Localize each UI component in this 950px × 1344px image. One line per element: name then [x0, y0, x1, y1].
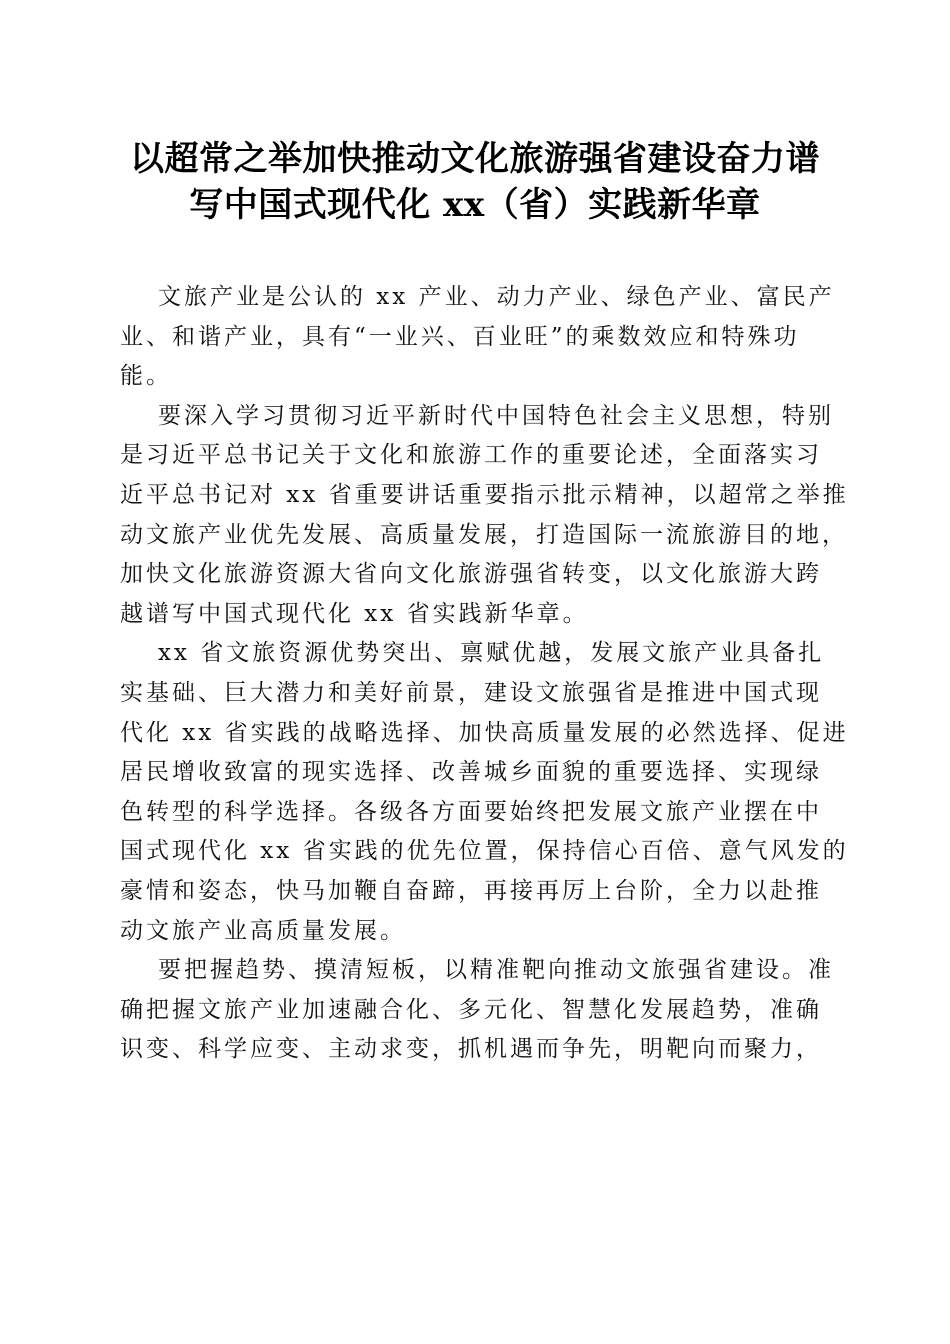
- document-title: [100, 136, 850, 228]
- text-line: 代化 xx 省实践的战略选择、加快高质量发展的必然选择、促进: [120, 719, 849, 746]
- text-line: 动文旅产业高质量发展。: [120, 917, 406, 944]
- document-body: [120, 278, 849, 1070]
- text-line: 确把握文旅产业加速融合化、多元化、智慧化发展趋势，准确: [120, 996, 822, 1023]
- text-line: 是习近平总书记关于文化和旅游工作的重要论述，全面落实习: [120, 442, 822, 469]
- text-line: 能。: [120, 363, 172, 390]
- text-line: 豪情和姿态，快马加鞭自奋蹄，再接再厉上台阶，全力以赴推: [120, 877, 822, 904]
- text-line: 越谱写中国式现代化 xx 省实践新华章。: [120, 600, 589, 627]
- text-line: 国式现代化 xx 省实践的优先位置，保持信心百倍、意气风发的: [120, 838, 849, 865]
- text-line: 要深入学习贯彻习近平新时代中国特色社会主义思想，特别: [158, 402, 834, 429]
- title-line-1: 以超常之举加快推动文化旅游强省建设奋力谱: [130, 139, 820, 179]
- text-line: xx 省文旅资源优势突出、禀赋优越，发展文旅产业具备扎: [158, 640, 825, 667]
- text-line: 居民增收致富的现实选择、改善城乡面貌的重要选择、实现绿: [120, 759, 822, 786]
- paragraph-2: [120, 397, 849, 635]
- text-line: 文旅产业是公认的 xx 产业、动力产业、绿色产业、富民产: [158, 284, 835, 310]
- text-line: 色转型的科学选择。各级各方面要始终把发展文旅产业摆在中: [120, 798, 822, 825]
- text-line: 要把握趋势、摸清短板，以精准靶向推动文旅强省建设。准: [158, 957, 834, 984]
- paragraph-1: [120, 278, 835, 397]
- text-line: 业、和谐产业，具有“一业兴、百业旺”的乘数效应和特殊功: [120, 323, 800, 350]
- text-line: 实基础、巨大潜力和美好前景，建设文旅强省是推进中国式现: [120, 679, 822, 706]
- text-line: 识变、科学应变、主动求变，抓机遇而争先，明靶向而聚力，: [120, 1036, 822, 1063]
- title-line-2: 写中国式现代化 xx（省）实践新华章: [189, 185, 761, 225]
- text-line: 动文旅产业优先发展、高质量发展，打造国际一流旅游目的地，: [120, 521, 848, 548]
- paragraph-4: [120, 951, 832, 1070]
- paragraph-3: [120, 634, 849, 951]
- text-line: 近平总书记对 xx 省重要讲话重要指示批示精神，以超常之举推: [120, 481, 849, 508]
- text-line: 加快文化旅游资源大省向文化旅游强省转变，以文化旅游大跨: [120, 561, 822, 588]
